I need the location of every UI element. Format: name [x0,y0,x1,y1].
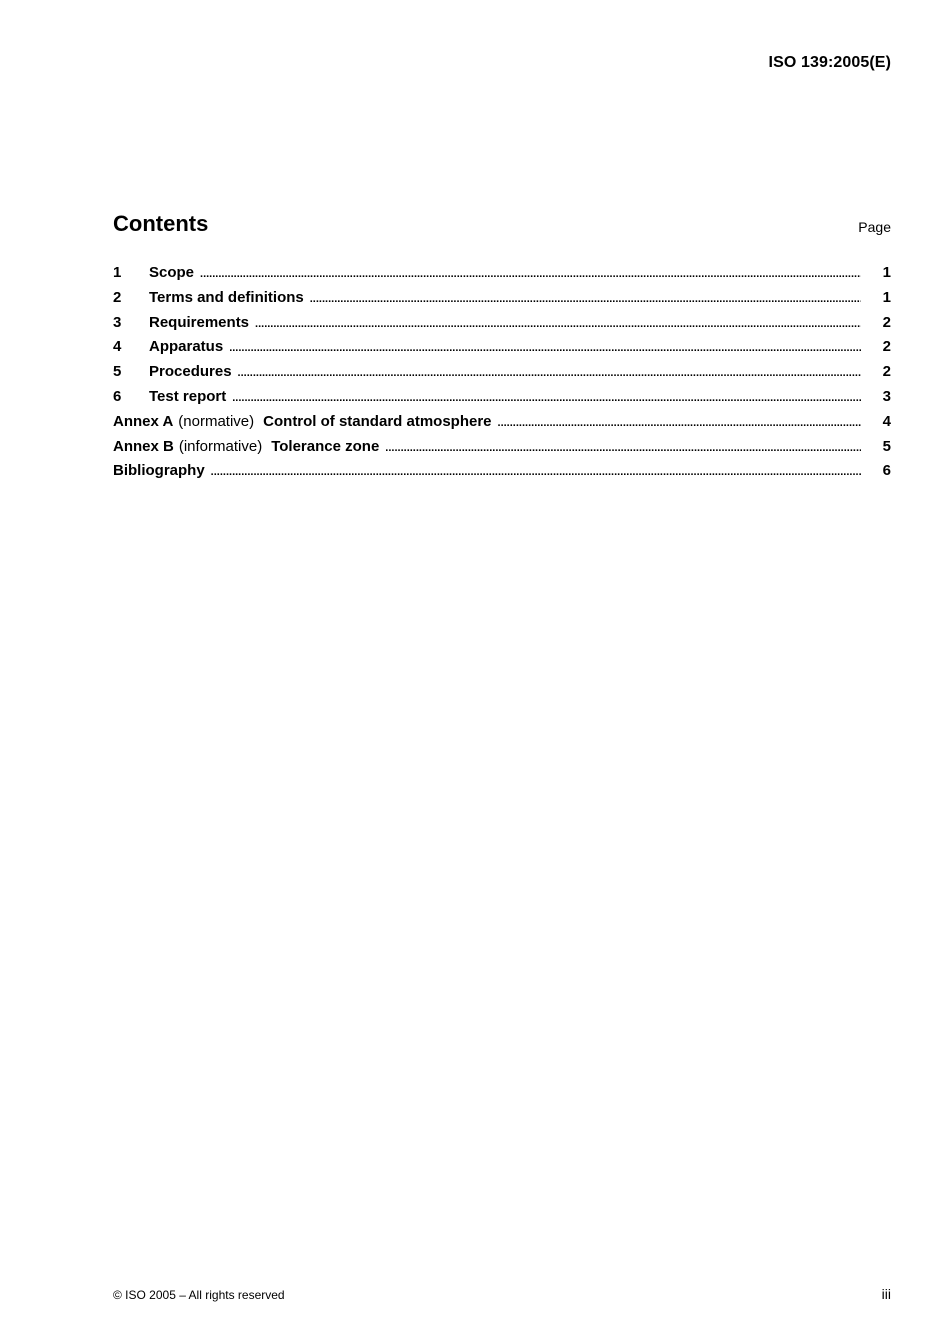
toc-entry-title[interactable]: Test report [149,387,227,405]
toc-leader-dots [200,268,861,280]
page-column-label: Page [858,219,891,235]
toc-entry-annex-a[interactable] [113,413,891,438]
toc-entry-page: 2 [882,313,891,331]
toc-entry-title[interactable]: Procedures [149,363,232,381]
toc-entry-page: 3 [882,387,891,405]
toc-entry-page: 1 [882,264,891,281]
toc-entry-number: 1 [113,264,122,281]
footer-copyright: © ISO 2005 – All rights reserved [113,1288,285,1302]
toc-entry-page: 2 [882,363,891,381]
toc-entry-page: 6 [882,462,891,480]
toc-annex-label: Annex B [113,437,174,455]
toc-entry-scope[interactable] [113,264,891,289]
toc-entry-title[interactable]: Scope [149,264,195,281]
toc-entry-terms-and-definitions[interactable] [113,289,891,314]
toc-entry-annex-b[interactable] [113,438,891,463]
toc-leader-dots [498,417,861,429]
contents-title: Contents [113,211,209,236]
toc-leader-dots [385,442,861,454]
toc-entry-page: 4 [882,412,891,430]
toc-entry-requirements[interactable] [113,314,891,339]
toc-entry-bibliography[interactable] [113,462,891,487]
toc-entry-title[interactable]: Requirements [149,313,250,331]
toc-leader-dots [310,293,861,305]
toc-entry-number: 6 [113,387,122,405]
document-id: ISO 139:2005(E) [768,54,891,71]
toc-entry-page: 5 [882,437,891,455]
toc-leader-dots [232,392,861,404]
toc-entry-title[interactable]: Bibliography [113,462,205,480]
toc-entry-number: 2 [113,288,122,306]
toc-leader-dots [255,318,861,330]
toc-entry-number: 3 [113,313,122,331]
toc-leader-dots [238,367,861,379]
toc-entry-title[interactable]: Control of standard atmosphere [263,412,492,430]
toc-leader-dots [211,466,861,478]
toc-entry-page: 2 [882,338,891,356]
toc-leader-dots [229,342,861,354]
table-of-contents [113,264,891,487]
toc-annex-label: Annex A [113,412,174,430]
toc-entry-title[interactable]: Tolerance zone [271,437,380,455]
toc-entry-apparatus[interactable] [113,338,891,363]
toc-entry-title[interactable]: Terms and definitions [149,288,304,306]
footer-page-number: iii [881,1286,891,1302]
contents-header [113,211,891,241]
toc-annex-type: (informative) [178,437,263,455]
toc-entry-title[interactable]: Apparatus [149,338,224,356]
toc-annex-type: (normative) [178,412,255,430]
toc-entry-page: 1 [882,288,891,306]
toc-entry-number: 4 [113,338,122,356]
toc-entry-test-report[interactable] [113,388,891,413]
toc-entry-number: 5 [113,363,122,381]
toc-entry-procedures[interactable] [113,363,891,388]
